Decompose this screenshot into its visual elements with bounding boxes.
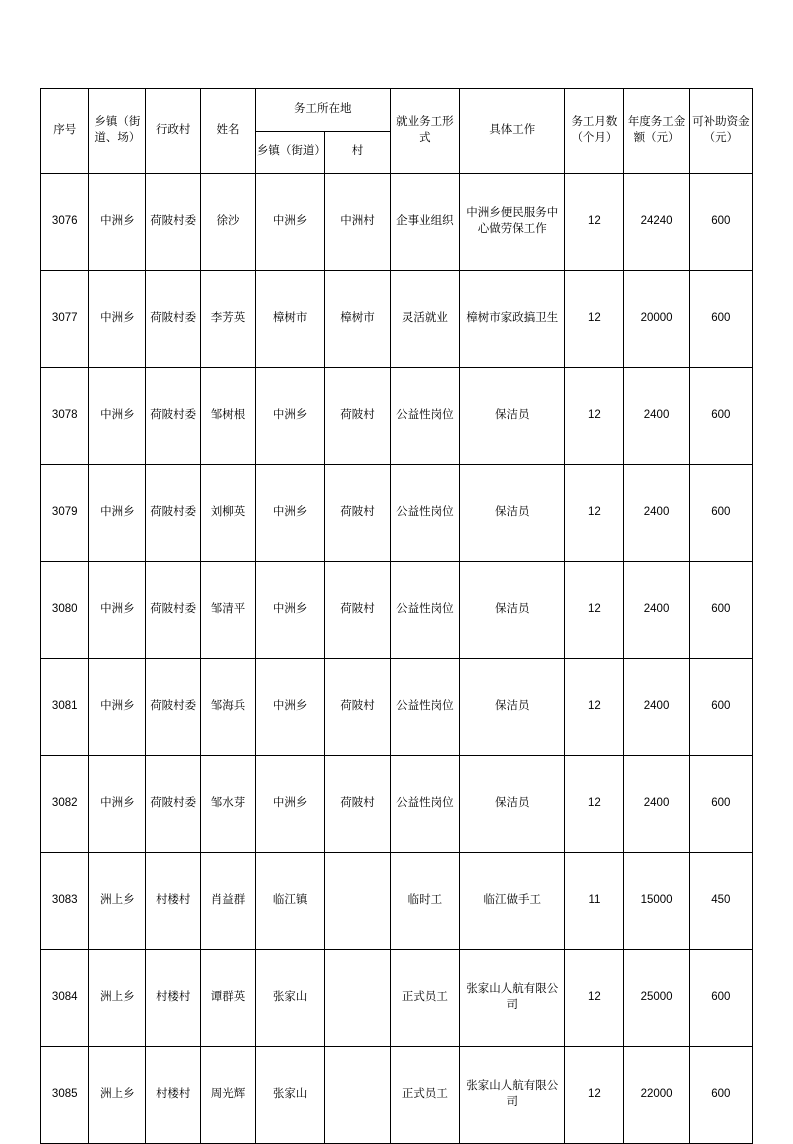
cell-annual-amount: 2400 [624,562,689,659]
cell-months: 12 [565,659,624,756]
cell-annual-amount: 25000 [624,950,689,1047]
cell-work-town: 中洲乡 [255,368,325,465]
cell-job-detail: 张家山人航有限公司 [460,950,565,1047]
cell-village: 荷陂村委 [146,756,201,853]
cell-employment-form: 公益性岗位 [390,465,460,562]
cell-work-village: 荷陂村 [325,368,390,465]
cell-name: 邹树根 [201,368,256,465]
cell-months: 12 [565,950,624,1047]
cell-job-detail: 保洁员 [460,368,565,465]
table-row [41,950,753,1047]
cell-town: 中洲乡 [89,465,146,562]
cell-employment-form: 公益性岗位 [390,756,460,853]
cell-subsidy: 450 [689,853,752,950]
cell-months: 12 [565,271,624,368]
cell-town: 洲上乡 [89,950,146,1047]
cell-seq: 3085 [41,1047,89,1144]
column-header-seq: 序号 [41,89,89,174]
cell-village: 村楼村 [146,950,201,1047]
cell-work-village [325,1047,390,1144]
cell-seq: 3084 [41,950,89,1047]
column-header-annual-amount: 年度务工金额（元） [624,89,689,174]
column-header-town: 乡镇（街道、场） [89,89,146,174]
cell-work-village: 荷陂村 [325,659,390,756]
cell-town: 洲上乡 [89,853,146,950]
column-header-job-detail: 具体工作 [460,89,565,174]
cell-town: 中洲乡 [89,174,146,271]
cell-employment-form: 临时工 [390,853,460,950]
cell-subsidy: 600 [689,465,752,562]
cell-name: 徐沙 [201,174,256,271]
cell-months: 12 [565,1047,624,1144]
cell-employment-form: 公益性岗位 [390,562,460,659]
cell-annual-amount: 2400 [624,756,689,853]
table-body [41,174,753,1144]
column-header-village: 行政村 [146,89,201,174]
column-header-subsidy: 可补助资金（元） [689,89,752,174]
cell-work-village: 荷陂村 [325,756,390,853]
table-row [41,271,753,368]
cell-work-town: 张家山 [255,1047,325,1144]
table-row [41,368,753,465]
cell-town: 中洲乡 [89,659,146,756]
cell-annual-amount: 20000 [624,271,689,368]
cell-employment-form: 正式员工 [390,1047,460,1144]
column-header-work-place-group: 务工所在地 [255,89,390,132]
cell-job-detail: 保洁员 [460,562,565,659]
cell-employment-form: 公益性岗位 [390,659,460,756]
cell-work-village: 荷陂村 [325,562,390,659]
cell-town: 洲上乡 [89,1047,146,1144]
column-header-employment-form: 就业务工形式 [390,89,460,174]
cell-town: 中洲乡 [89,562,146,659]
cell-work-town: 中洲乡 [255,174,325,271]
cell-name: 邹海兵 [201,659,256,756]
cell-months: 12 [565,756,624,853]
cell-subsidy: 600 [689,1047,752,1144]
cell-months: 12 [565,368,624,465]
worker-subsidy-table [40,88,753,1144]
cell-work-village [325,853,390,950]
cell-town: 中洲乡 [89,756,146,853]
cell-months: 11 [565,853,624,950]
cell-work-town: 中洲乡 [255,562,325,659]
cell-village: 荷陂村委 [146,659,201,756]
cell-job-detail: 保洁员 [460,465,565,562]
cell-town: 中洲乡 [89,271,146,368]
cell-annual-amount: 15000 [624,853,689,950]
cell-subsidy: 600 [689,562,752,659]
cell-annual-amount: 22000 [624,1047,689,1144]
cell-town: 中洲乡 [89,368,146,465]
cell-months: 12 [565,465,624,562]
cell-village: 村楼村 [146,853,201,950]
cell-seq: 3079 [41,465,89,562]
cell-village: 荷陂村委 [146,174,201,271]
cell-seq: 3076 [41,174,89,271]
cell-name: 李芳英 [201,271,256,368]
cell-work-village: 樟树市 [325,271,390,368]
cell-work-town: 张家山 [255,950,325,1047]
table-header [41,89,753,174]
cell-work-town: 中洲乡 [255,756,325,853]
column-header-work-village: 村 [325,131,390,174]
cell-seq: 3082 [41,756,89,853]
cell-subsidy: 600 [689,950,752,1047]
table-row [41,174,753,271]
cell-name: 邹水芽 [201,756,256,853]
cell-name: 肖益群 [201,853,256,950]
cell-seq: 3078 [41,368,89,465]
cell-subsidy: 600 [689,659,752,756]
cell-work-town: 临江镇 [255,853,325,950]
cell-village: 荷陂村委 [146,271,201,368]
column-header-work-town: 乡镇（街道） [255,131,325,174]
header-row-top [41,89,753,132]
cell-name: 邹清平 [201,562,256,659]
cell-subsidy: 600 [689,756,752,853]
cell-work-village: 中洲村 [325,174,390,271]
cell-seq: 3083 [41,853,89,950]
cell-name: 刘柳英 [201,465,256,562]
table-row [41,853,753,950]
cell-job-detail: 樟树市家政搞卫生 [460,271,565,368]
cell-job-detail: 张家山人航有限公司 [460,1047,565,1144]
table-row [41,465,753,562]
table-row [41,756,753,853]
table-row [41,659,753,756]
cell-annual-amount: 2400 [624,368,689,465]
cell-village: 荷陂村委 [146,562,201,659]
cell-subsidy: 600 [689,368,752,465]
cell-employment-form: 公益性岗位 [390,368,460,465]
cell-seq: 3077 [41,271,89,368]
cell-village: 村楼村 [146,1047,201,1144]
cell-village: 荷陂村委 [146,465,201,562]
cell-annual-amount: 24240 [624,174,689,271]
cell-months: 12 [565,174,624,271]
cell-employment-form: 灵活就业 [390,271,460,368]
cell-work-town: 中洲乡 [255,659,325,756]
column-header-name: 姓名 [201,89,256,174]
cell-name: 周光辉 [201,1047,256,1144]
cell-seq: 3080 [41,562,89,659]
cell-months: 12 [565,562,624,659]
cell-seq: 3081 [41,659,89,756]
cell-subsidy: 600 [689,271,752,368]
cell-work-village: 荷陂村 [325,465,390,562]
cell-job-detail: 保洁员 [460,756,565,853]
cell-job-detail: 临江做手工 [460,853,565,950]
table-row [41,1047,753,1144]
column-header-months: 务工月数（个月） [565,89,624,174]
cell-job-detail: 保洁员 [460,659,565,756]
cell-employment-form: 企事业组织 [390,174,460,271]
table-row [41,562,753,659]
cell-job-detail: 中洲乡便民服务中心做劳保工作 [460,174,565,271]
cell-village: 荷陂村委 [146,368,201,465]
cell-work-village [325,950,390,1047]
cell-name: 谭群英 [201,950,256,1047]
cell-annual-amount: 2400 [624,659,689,756]
cell-employment-form: 正式员工 [390,950,460,1047]
cell-work-town: 中洲乡 [255,465,325,562]
cell-subsidy: 600 [689,174,752,271]
cell-work-town: 樟树市 [255,271,325,368]
cell-annual-amount: 2400 [624,465,689,562]
